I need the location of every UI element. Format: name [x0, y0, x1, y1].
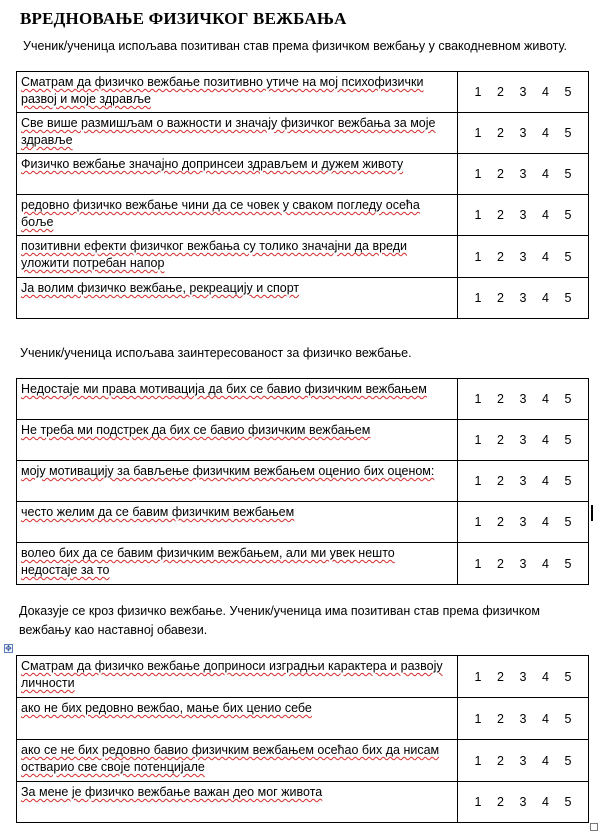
statement-cell [17, 782, 458, 823]
statement-cell [17, 113, 458, 154]
table-row [17, 420, 589, 461]
table-row [17, 543, 589, 585]
rating-option-3[interactable]: 3 [519, 249, 527, 264]
rating-scale-cell[interactable] [458, 379, 589, 420]
statement-text: Сматрам да физичко вежбање доприноси изградњи карактера и развоју личности [21, 659, 443, 690]
rating-option-5[interactable]: 5 [564, 669, 572, 684]
rating-option-1[interactable]: 1 [474, 85, 482, 99]
rating-option-1[interactable]: 1 [474, 711, 482, 726]
rating-option-3[interactable]: 3 [519, 711, 527, 726]
rating-scale-cell[interactable] [458, 236, 589, 278]
rating-scale-cell[interactable] [458, 502, 589, 543]
rating-option-5[interactable]: 5 [564, 392, 572, 406]
rating-option-4[interactable]: 4 [542, 85, 549, 99]
statement-text: волео бих да се бавим физичким вежбањем, али ми увек нешто недостаје за то [21, 546, 395, 577]
statement-cell [17, 656, 458, 698]
statement-text: Не треба ми подстрек да бих се бавио физичким вежбањем [21, 423, 371, 437]
rating-option-2[interactable]: 2 [497, 711, 504, 726]
rating-table-1 [16, 71, 589, 319]
table-row [17, 236, 589, 278]
rating-option-5[interactable]: 5 [564, 515, 572, 529]
rating-option-5[interactable]: 5 [564, 711, 572, 726]
statement-text: Физичко вежбање значајно допринсеи здрављем и дужем животу [21, 157, 404, 171]
page-title: ВРЕДНОВАЊЕ ФИЗИЧКОГ ВЕЖБАЊА [20, 9, 347, 28]
statement-text: редовно физичко вежбање чини да се човек у сваком погледу осећа боље [21, 198, 420, 229]
rating-option-3[interactable]: 3 [519, 392, 527, 406]
rating-option-5[interactable]: 5 [564, 249, 572, 264]
rating-option-3[interactable]: 3 [519, 433, 527, 447]
table-row [17, 379, 589, 420]
rating-option-1[interactable]: 1 [474, 208, 482, 222]
rating-option-2[interactable]: 2 [497, 208, 504, 222]
rating-option-2[interactable]: 2 [497, 556, 504, 571]
rating-table-3 [16, 655, 589, 823]
rating-option-1[interactable]: 1 [474, 291, 482, 305]
rating-table-2 [16, 378, 589, 585]
rating-option-4[interactable]: 4 [542, 515, 549, 529]
rating-option-3[interactable]: 3 [519, 474, 527, 488]
table-row [17, 113, 589, 154]
statement-cell [17, 154, 458, 195]
statement-cell [17, 72, 458, 113]
rating-option-3[interactable]: 3 [519, 126, 527, 140]
rating-option-2[interactable]: 2 [497, 753, 504, 768]
statement-text: ако се не бих редовно бавио физичким вежбањем осећао бих да нисам остварио све своје потенцијале [21, 743, 440, 774]
statement-text: Све више размишљам о важности и значају физичког вежбања за моје здравље [21, 116, 436, 147]
statement-cell [17, 236, 458, 278]
rating-option-5[interactable]: 5 [564, 291, 572, 305]
rating-option-4[interactable]: 4 [542, 433, 549, 447]
statement-cell [17, 740, 458, 782]
table-row [17, 72, 589, 113]
rating-option-5[interactable]: 5 [564, 753, 572, 768]
rating-option-4[interactable]: 4 [542, 392, 549, 406]
rating-option-4[interactable]: 4 [542, 474, 549, 488]
statement-text: ако не бих редовно вежбао, мање бих ценио себе [21, 701, 312, 715]
rating-option-4[interactable]: 4 [542, 291, 549, 305]
rating-option-2[interactable]: 2 [497, 167, 504, 181]
section-3-intro: Доказује се кроз физичко вежбање. Ученик/ученица има позитиван став према физичком вежбању као наставној обавези. [19, 604, 540, 637]
section-1-intro: Ученик/ученица испољава позитиван став према физичком вежбању у свакодневном животу. [23, 39, 567, 53]
table-move-icon[interactable]: ✥ [5, 644, 12, 653]
rating-option-4[interactable]: 4 [542, 249, 549, 264]
table-row [17, 195, 589, 236]
rating-option-1[interactable]: 1 [474, 795, 482, 809]
rating-option-3[interactable]: 3 [519, 167, 527, 181]
rating-option-3[interactable]: 3 [519, 795, 527, 809]
rating-option-1[interactable]: 1 [474, 433, 482, 447]
rating-option-5[interactable]: 5 [564, 474, 572, 488]
rating-option-2[interactable]: 2 [497, 795, 504, 809]
table-resize-handle[interactable] [590, 823, 598, 831]
statement-text: често желим да се бавим физичким вежбањем [21, 505, 295, 519]
statement-text: За мене је физичко вежбање важан део мог живота [21, 785, 323, 799]
rating-scale-cell[interactable] [458, 113, 589, 154]
rating-option-3[interactable]: 3 [519, 753, 527, 768]
statement-cell [17, 278, 458, 319]
rating-option-4[interactable]: 4 [542, 669, 549, 684]
rating-option-1[interactable]: 1 [474, 515, 482, 529]
rating-option-2[interactable]: 2 [497, 126, 504, 140]
rating-option-3[interactable]: 3 [519, 669, 527, 684]
rating-option-5[interactable]: 5 [564, 556, 572, 571]
rating-option-5[interactable]: 5 [564, 85, 572, 99]
statement-cell [17, 379, 458, 420]
rating-scale-cell[interactable] [458, 782, 589, 823]
rating-option-5[interactable]: 5 [564, 433, 572, 447]
table-row [17, 656, 589, 698]
table-row [17, 698, 589, 740]
rating-option-1[interactable]: 1 [474, 167, 482, 181]
statement-text: Сматрам да физичко вежбање позитивно утиче на мој психофизички развој и моје здравље [21, 75, 424, 106]
rating-scale-cell[interactable] [458, 195, 589, 236]
statement-text: моју мотивацију за бављење физичким вежбањем оценио бих оценом: [21, 464, 435, 478]
rating-scale-cell[interactable] [458, 278, 589, 319]
rating-option-4[interactable]: 4 [542, 556, 549, 571]
rating-option-3[interactable]: 3 [519, 208, 527, 222]
rating-option-1[interactable]: 1 [474, 753, 482, 768]
rating-option-3[interactable]: 3 [519, 85, 527, 99]
rating-option-2[interactable]: 2 [497, 392, 504, 406]
statement-text: Ја волим физичко вежбање, рекреацију и спорт [21, 281, 300, 295]
section-2-intro: Ученик/ученица испољава заинтересованост за физичко вежбање. [20, 346, 412, 360]
rating-scale-cell[interactable] [458, 656, 589, 698]
rating-option-3[interactable]: 3 [519, 291, 527, 305]
statement-cell [17, 502, 458, 543]
table-row [17, 782, 589, 823]
rating-scale-cell[interactable] [458, 72, 589, 113]
rating-scale-cell[interactable] [458, 740, 589, 782]
rating-option-2[interactable]: 2 [497, 249, 504, 264]
rating-option-2[interactable]: 2 [497, 474, 504, 488]
statement-cell [17, 461, 458, 502]
statement-text: позитивни ефекти физичког вежбања су толико значајни да вреди уложити потребан напор [21, 239, 408, 270]
rating-option-3[interactable]: 3 [519, 515, 527, 529]
table-row [17, 740, 589, 782]
rating-option-5[interactable]: 5 [564, 795, 572, 809]
rating-option-4[interactable]: 4 [542, 711, 549, 726]
rating-option-2[interactable]: 2 [497, 515, 504, 529]
rating-option-1[interactable]: 1 [474, 474, 482, 488]
rating-option-4[interactable]: 4 [542, 208, 549, 222]
rating-scale-cell[interactable] [458, 543, 589, 585]
rating-option-2[interactable]: 2 [497, 433, 504, 447]
text-cursor [591, 505, 593, 521]
table-row [17, 502, 589, 543]
rating-option-2[interactable]: 2 [497, 291, 504, 305]
rating-scale-cell[interactable] [458, 461, 589, 502]
rating-option-4[interactable]: 4 [542, 167, 549, 181]
rating-option-5[interactable]: 5 [564, 208, 572, 222]
rating-scale-cell[interactable] [458, 420, 589, 461]
table-row [17, 461, 589, 502]
rating-option-1[interactable]: 1 [474, 392, 482, 406]
rating-option-4[interactable]: 4 [542, 753, 549, 768]
rating-option-4[interactable]: 4 [542, 126, 549, 140]
rating-scale-cell[interactable] [458, 698, 589, 740]
rating-option-3[interactable]: 3 [519, 556, 527, 571]
rating-option-1[interactable]: 1 [474, 556, 482, 571]
statement-text: Недостаје ми права мотивација да бих се бавио физичким вежбањем [21, 382, 427, 396]
statement-cell [17, 698, 458, 740]
rating-option-2[interactable]: 2 [497, 669, 504, 684]
rating-option-1[interactable]: 1 [474, 126, 482, 140]
rating-option-2[interactable]: 2 [497, 85, 504, 99]
rating-option-1[interactable]: 1 [474, 249, 482, 264]
table-row [17, 154, 589, 195]
rating-option-5[interactable]: 5 [564, 126, 572, 140]
statement-cell [17, 195, 458, 236]
rating-scale-cell[interactable] [458, 154, 589, 195]
rating-option-4[interactable]: 4 [542, 795, 549, 809]
statement-cell [17, 543, 458, 585]
rating-option-1[interactable]: 1 [474, 669, 482, 684]
rating-option-5[interactable]: 5 [564, 167, 572, 181]
table-row [17, 278, 589, 319]
statement-cell [17, 420, 458, 461]
